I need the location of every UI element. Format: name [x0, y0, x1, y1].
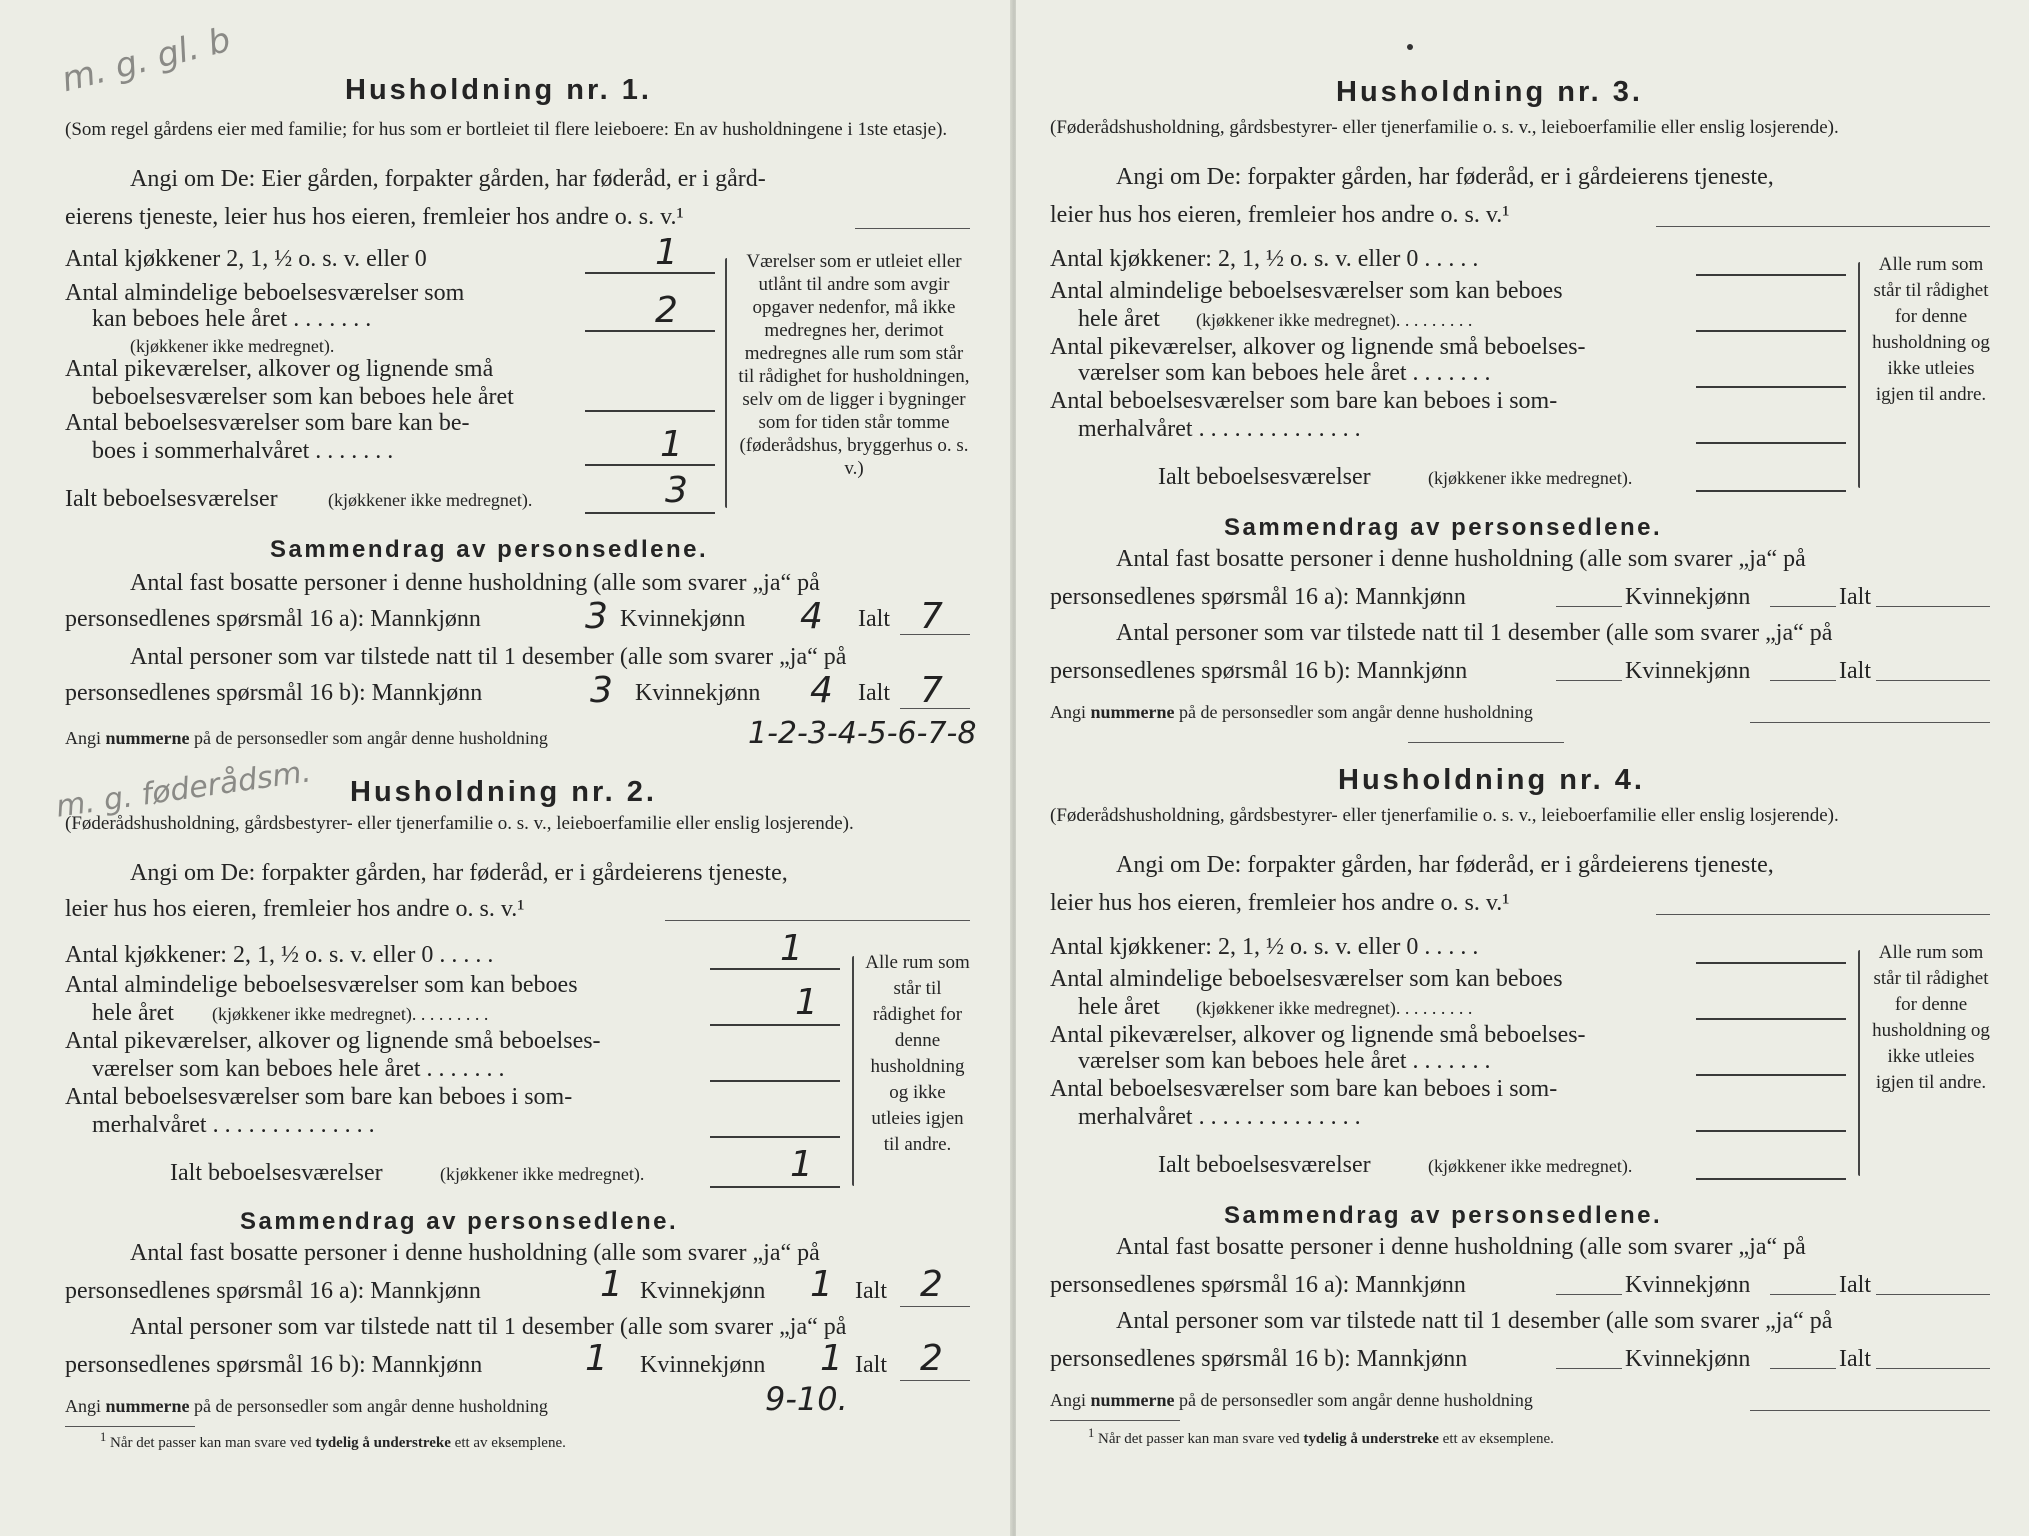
h3-b-kvinne-rule [1770, 680, 1836, 681]
h3-s-line2-kvinne: Kvinnekjønn [1625, 584, 1751, 610]
h2-nummer-pre: Angi [65, 1396, 101, 1416]
h1-title: Husholdning nr. 1. [345, 74, 652, 106]
h2-s-line4-kvinne: Kvinnekjønn [640, 1352, 766, 1378]
h2-summary-title: Sammendrag av personsedlene. [240, 1208, 679, 1235]
h3-nummer-bold: nummerne [1090, 702, 1175, 722]
h4-s-line2-ialt: Ialt [1839, 1272, 1871, 1298]
h1-row-kitchens: Antal kjøkkener 2, 1, ½ o. s. v. eller 0 [65, 246, 427, 272]
footnote-post: ett av eksemplene. [454, 1435, 566, 1451]
h1-s-line2-kvinne: Kvinnekjønn [620, 606, 746, 632]
h1-s-line3: Antal personer som var tilstede natt til 1 desember (alle som svarer „ja“ på [130, 644, 847, 670]
h1-row-rooms-2: kan beboes hele året . . . . . . . [92, 306, 372, 332]
h3-angi-rule [1656, 226, 1990, 227]
h2-row-kitchens: Antal kjøkkener: 2, 1, ½ o. s. v. eller 0 . . . . . [65, 942, 494, 968]
h2-a-kvinne: 1 [810, 1264, 833, 1305]
h2-row-total: Ialt beboelsesværelser [170, 1160, 383, 1186]
h1-row-summer: Antal beboelsesværelser som bare kan be- [65, 410, 470, 436]
h4-nummer-line [1050, 1390, 1533, 1411]
h1-note: (Som regel gårdens eier med familie; for hus som er bortleiet til flere leieboere: En av husholdningene i 1ste etasje). [65, 119, 948, 140]
h2-s-line4-ialt: Ialt [855, 1352, 887, 1378]
h3-bracket-note: Alle rum som står til rådighet for denne husholdning og ikke utleies igjen til andre. [1872, 254, 1990, 405]
h2-note: (Føderådshusholdning, gårdsbestyrer- eller tjenerfamilie o. s. v., leieboerfamilie eller enslig losjerende). [65, 813, 854, 834]
h1-bracket-note: Værelser som er utleiet eller utlånt til andre som avgir opgaver nedenfor, må ikke medregnes her, derimot medregnes alle rum som står til rådighet for husholdningen, selv om de ligger i bygninger som for tiden står tomme (føderådshus, bryggerhus o. s. v.) [738, 251, 970, 479]
ink-dot [1407, 44, 1413, 50]
h1-rule-maids [585, 410, 715, 412]
h1-row-total-note: (kjøkkener ikke medregnet). [328, 490, 533, 510]
h3-s-line2-ialt: Ialt [1839, 584, 1871, 610]
h2-nummer-value: 9-10. [765, 1380, 848, 1418]
h2-row-summer-2: merhalvåret . . . . . . . . . . . . . . [92, 1112, 375, 1138]
footnote-right-number: 1 [1088, 1426, 1095, 1440]
h1-row-rooms-3: (kjøkkener ikke medregnet). [130, 336, 335, 356]
h3-title: Husholdning nr. 3. [1336, 76, 1643, 108]
h1-summary-title: Sammendrag av personsedlene. [270, 536, 709, 563]
h1-row-maids-2: beboelsesværelser som kan beboes hele året [92, 384, 514, 410]
footnote-divider-right [1050, 1420, 1180, 1421]
h2-bracket-note: Alle rum som står til rådighet for denne husholdning og ikke utleies igjen til andre. [865, 952, 970, 1155]
h3-row-kitchens: Antal kjøkkener: 2, 1, ½ o. s. v. eller 0 . . . . . [1050, 246, 1479, 272]
h3-row-rooms-3: (kjøkkener ikke medregnet). . . . . . . . . [1196, 310, 1473, 330]
h3-rule-rooms [1696, 330, 1846, 332]
h4-a-kvinne-rule [1770, 1294, 1836, 1295]
h3-s-line3: Antal personer som var tilstede natt til 1 desember (alle som svarer „ja“ på [1116, 620, 1833, 646]
h1-s-line4-ialt: Ialt [858, 680, 890, 706]
h2-nummer-post: på de personsedler som angår denne husholdning [194, 1396, 548, 1416]
h2-row-rooms-3: (kjøkkener ikke medregnet). . . . . . . . . [212, 1004, 489, 1024]
h4-rule-summer [1696, 1130, 1846, 1132]
h1-brace [725, 258, 727, 508]
h2-a-ialt: 2 [920, 1264, 943, 1305]
h2-s-line4: personsedlenes spørsmål 16 b): Mannkjønn [65, 1352, 483, 1378]
h4-a-ialt-rule [1876, 1294, 1990, 1295]
h1-value-kitchens: 1 [655, 232, 678, 273]
h4-nummer-post: på de personsedler som angår denne husholdning [1179, 1390, 1533, 1410]
h1-s-line4: personsedlenes spørsmål 16 b): Mannkjønn [65, 680, 483, 706]
h1-a-kvinne: 4 [800, 596, 823, 637]
h3-note: (Føderådshusholdning, gårdsbestyrer- eller tjenerfamilie o. s. v., leieboerfamilie eller enslig losjerende). [1050, 117, 1839, 138]
h2-value-rooms: 1 [795, 982, 818, 1023]
h3-rule-kitchens [1696, 274, 1846, 276]
h4-angi-line1: Angi om De: forpakter gården, har føderåd, er i gårdeierens tjeneste, [1116, 852, 1774, 878]
footnote-number: 1 [100, 1430, 107, 1444]
h1-angi-rule [855, 228, 970, 229]
h1-rule-kitchens [585, 272, 715, 274]
margin-note-2: m. g. føderådsm. [53, 754, 314, 825]
h4-b-kvinne-rule [1770, 1368, 1836, 1369]
h3-a-mann-rule [1556, 606, 1622, 607]
h4-rule-maids [1696, 1074, 1846, 1076]
h1-value-rooms: 2 [655, 290, 678, 331]
h1-rule-total [585, 512, 715, 514]
h4-s-line1: Antal fast bosatte personer i denne husholdning (alle som svarer „ja“ på [1116, 1234, 1806, 1260]
h2-s-line1: Antal fast bosatte personer i denne husholdning (alle som svarer „ja“ på [130, 1240, 820, 1266]
h4-s-line4: personsedlenes spørsmål 16 b): Mannkjønn [1050, 1346, 1468, 1372]
h1-s-line2-ialt: Ialt [858, 606, 890, 632]
h1-value-summer: 1 [660, 424, 683, 465]
h1-nummer-bold: nummerne [105, 728, 190, 748]
h4-nummer-rule [1750, 1410, 1990, 1411]
h1-b-kvinne: 4 [810, 670, 833, 711]
h4-angi-line2: leier hus hos eieren, fremleier hos andre o. s. v.¹ [1050, 890, 1510, 916]
h3-row-summer: Antal beboelsesværelser som bare kan beboes i som- [1050, 388, 1558, 414]
h2-value-total: 1 [790, 1144, 813, 1185]
h2-rule-kitchens [710, 968, 840, 970]
h2-row-summer: Antal beboelsesværelser som bare kan beboes i som- [65, 1084, 573, 1110]
h3-row-total: Ialt beboelsesværelser [1158, 464, 1371, 490]
footnote-right-post: ett av eksemplene. [1442, 1431, 1554, 1447]
footnote-pre: Når det passer kan man svare ved [110, 1435, 312, 1451]
h4-s-line3: Antal personer som var tilstede natt til 1 desember (alle som svarer „ja“ på [1116, 1308, 1833, 1334]
h1-rule-summer [585, 464, 715, 466]
h3-b-ialt-rule [1876, 680, 1990, 681]
h2-row-rooms: Antal almindelige beboelsesværelser som kan beboes [65, 972, 578, 998]
h3-rule-summer [1696, 442, 1846, 444]
h3-row-maids-2: værelser som kan beboes hele året . . . . . . . [1078, 360, 1491, 386]
h4-angi-rule [1656, 914, 1990, 915]
h2-s-line2-ialt: Ialt [855, 1278, 887, 1304]
h4-a-mann-rule [1556, 1294, 1622, 1295]
h3-s-line4-kvinne: Kvinnekjønn [1625, 658, 1751, 684]
h4-row-rooms: Antal almindelige beboelsesværelser som kan beboes [1050, 966, 1563, 992]
h2-title: Husholdning nr. 2. [350, 776, 657, 808]
h3-a-ialt-rule [1876, 606, 1990, 607]
h2-s-line3: Antal personer som var tilstede natt til 1 desember (alle som svarer „ja“ på [130, 1314, 847, 1340]
h4-rule-total [1696, 1178, 1846, 1180]
h2-s-line2: personsedlenes spørsmål 16 a): Mannkjønn [65, 1278, 481, 1304]
h3-a-kvinne-rule [1770, 606, 1836, 607]
h2-value-kitchens: 1 [780, 928, 803, 969]
h2-b-mann: 1 [585, 1338, 608, 1379]
h2-nummer-bold: nummerne [105, 1396, 190, 1416]
h3-nummer-post: på de personsedler som angår denne husholdning [1179, 702, 1533, 722]
h1-b-mann: 3 [590, 670, 613, 711]
h1-angi-line2: eierens tjeneste, leier hus hos eieren, fremleier hos andre o. s. v.¹ [65, 204, 684, 230]
h1-angi-line1: Angi om De: Eier gården, forpakter gården, har føderåd, er i gård- [130, 166, 766, 192]
h4-title: Husholdning nr. 4. [1338, 764, 1645, 796]
h3-nummer-pre: Angi [1050, 702, 1086, 722]
h1-b-ialt: 7 [920, 670, 943, 711]
margin-note: m. g. gl. b [57, 19, 235, 101]
h2-row-maids-2: værelser som kan beboes hele året . . . . . . . [92, 1056, 505, 1082]
h3-rule-total [1696, 490, 1846, 492]
h2-rule-maids [710, 1080, 840, 1082]
h1-s-line2: personsedlenes spørsmål 16 a): Mannkjønn [65, 606, 481, 632]
h1-nummer-value: 1-2-3-4-5-6-7-8 [748, 716, 977, 751]
h4-row-maids-2: værelser som kan beboes hele året . . . . . . . [1078, 1048, 1491, 1074]
h3-row-maids: Antal pikeværelser, alkover og lignende små beboelses- [1050, 334, 1586, 360]
right-page [1016, 0, 2029, 1536]
h4-row-kitchens: Antal kjøkkener: 2, 1, ½ o. s. v. eller 0 . . . . . [1050, 934, 1479, 960]
h3-s-line4-ialt: Ialt [1839, 658, 1871, 684]
h4-b-mann-rule [1556, 1368, 1622, 1369]
h1-row-total: Ialt beboelsesværelser [65, 486, 278, 512]
h1-row-maids: Antal pikeværelser, alkover og lignende små [65, 356, 494, 382]
footnote-divider [65, 1426, 195, 1427]
h3-brace [1858, 262, 1860, 488]
h4-nummer-bold: nummerne [1090, 1390, 1175, 1410]
h2-b-ialt: 2 [920, 1338, 943, 1379]
h4-row-maids: Antal pikeværelser, alkover og lignende små beboelses- [1050, 1022, 1586, 1048]
h4-summary-title: Sammendrag av personsedlene. [1224, 1202, 1663, 1229]
footnote-right-bold: tydelig å understreke [1303, 1431, 1439, 1447]
h3-row-rooms-2: hele året [1078, 306, 1160, 332]
h1-nummer-line [65, 728, 548, 749]
h2-nummer-line [65, 1396, 548, 1417]
h3-summary-title: Sammendrag av personsedlene. [1224, 514, 1663, 541]
h4-rule-kitchens [1696, 962, 1846, 964]
h4-row-rooms-3: (kjøkkener ikke medregnet). . . . . . . . . [1196, 998, 1473, 1018]
h4-s-line4-ialt: Ialt [1839, 1346, 1871, 1372]
h1-a-ialt: 7 [920, 596, 943, 637]
h4-row-rooms-2: hele året [1078, 994, 1160, 1020]
h2-row-maids: Antal pikeværelser, alkover og lignende små beboelses- [65, 1028, 601, 1054]
h4-row-summer: Antal beboelsesværelser som bare kan beboes i som- [1050, 1076, 1558, 1102]
h2-rule-rooms [710, 1024, 840, 1026]
h2-row-rooms-2: hele året [92, 1000, 174, 1026]
h4-bracket-note: Alle rum som står til rådighet for denne husholdning og ikke utleies igjen til andre. [1872, 942, 1990, 1093]
footnote-right-pre: Når det passer kan man svare ved [1098, 1431, 1300, 1447]
h2-b-ialt-rule [900, 1380, 970, 1381]
h1-s-line1: Antal fast bosatte personer i denne husholdning (alle som svarer „ja“ på [130, 570, 820, 596]
h2-angi-line2: leier hus hos eieren, fremleier hos andre o. s. v.¹ [65, 896, 525, 922]
h4-nummer-pre: Angi [1050, 1390, 1086, 1410]
h2-s-line2-kvinne: Kvinnekjønn [640, 1278, 766, 1304]
h4-s-line4-kvinne: Kvinnekjønn [1625, 1346, 1751, 1372]
h1-row-summer-2: boes i sommerhalvåret . . . . . . . [92, 438, 394, 464]
h1-value-total: 3 [665, 470, 688, 511]
h3-nummer-line [1050, 702, 1533, 723]
h1-a-mann: 3 [585, 596, 608, 637]
h3-nummer-rule [1750, 722, 1990, 723]
left-page [0, 0, 1012, 1536]
h3-row-total-note: (kjøkkener ikke medregnet). [1428, 468, 1633, 488]
h2-row-total-note: (kjøkkener ikke medregnet). [440, 1164, 645, 1184]
h2-rule-total [710, 1186, 840, 1188]
h3-b-mann-rule [1556, 680, 1622, 681]
footnote [100, 1430, 566, 1452]
h3-s-line2: personsedlenes spørsmål 16 a): Mannkjønn [1050, 584, 1466, 610]
h4-s-line2-kvinne: Kvinnekjønn [1625, 1272, 1751, 1298]
h2-rule-summer [710, 1136, 840, 1138]
h3-rule-maids [1696, 386, 1846, 388]
h1-b-ialt-rule [900, 708, 970, 709]
footnote-right [1088, 1426, 1554, 1448]
h2-angi-line1: Angi om De: forpakter gården, har føderåd, er i gårdeierens tjeneste, [130, 860, 788, 886]
h1-nummer-pre: Angi [65, 728, 101, 748]
h3-row-summer-2: merhalvåret . . . . . . . . . . . . . . [1078, 416, 1361, 442]
h4-note: (Føderådshusholdning, gårdsbestyrer- eller tjenerfamilie o. s. v., leieboerfamilie eller enslig losjerende). [1050, 805, 1839, 826]
h3-angi-line1: Angi om De: forpakter gården, har føderåd, er i gårdeierens tjeneste, [1116, 164, 1774, 190]
h4-brace [1858, 950, 1860, 1176]
h1-row-rooms: Antal almindelige beboelsesværelser som [65, 280, 465, 306]
h1-rule-rooms [585, 330, 715, 332]
h1-nummer-post: på de personsedler som angår denne husholdning [194, 728, 548, 748]
h4-row-total-note: (kjøkkener ikke medregnet). [1428, 1156, 1633, 1176]
h2-angi-rule [665, 920, 970, 921]
h4-row-total: Ialt beboelsesværelser [1158, 1152, 1371, 1178]
h3-row-rooms: Antal almindelige beboelsesværelser som kan beboes [1050, 278, 1563, 304]
h2-a-ialt-rule [900, 1306, 970, 1307]
h4-row-summer-2: merhalvåret . . . . . . . . . . . . . . [1078, 1104, 1361, 1130]
h2-b-kvinne: 1 [820, 1338, 843, 1379]
h3-angi-line2: leier hus hos eieren, fremleier hos andre o. s. v.¹ [1050, 202, 1510, 228]
h4-s-line2: personsedlenes spørsmål 16 a): Mannkjønn [1050, 1272, 1466, 1298]
h3-s-line1: Antal fast bosatte personer i denne husholdning (alle som svarer „ja“ på [1116, 546, 1806, 572]
footnote-bold: tydelig å understreke [315, 1435, 451, 1451]
h2-brace [852, 956, 854, 1186]
h1-s-line4-kvinne: Kvinnekjønn [635, 680, 761, 706]
h2-a-mann: 1 [600, 1264, 623, 1305]
h4-rule-rooms [1696, 1018, 1846, 1020]
section-divider [1408, 742, 1564, 743]
h3-s-line4: personsedlenes spørsmål 16 b): Mannkjønn [1050, 658, 1468, 684]
h4-b-ialt-rule [1876, 1368, 1990, 1369]
h1-a-ialt-rule [900, 634, 970, 635]
